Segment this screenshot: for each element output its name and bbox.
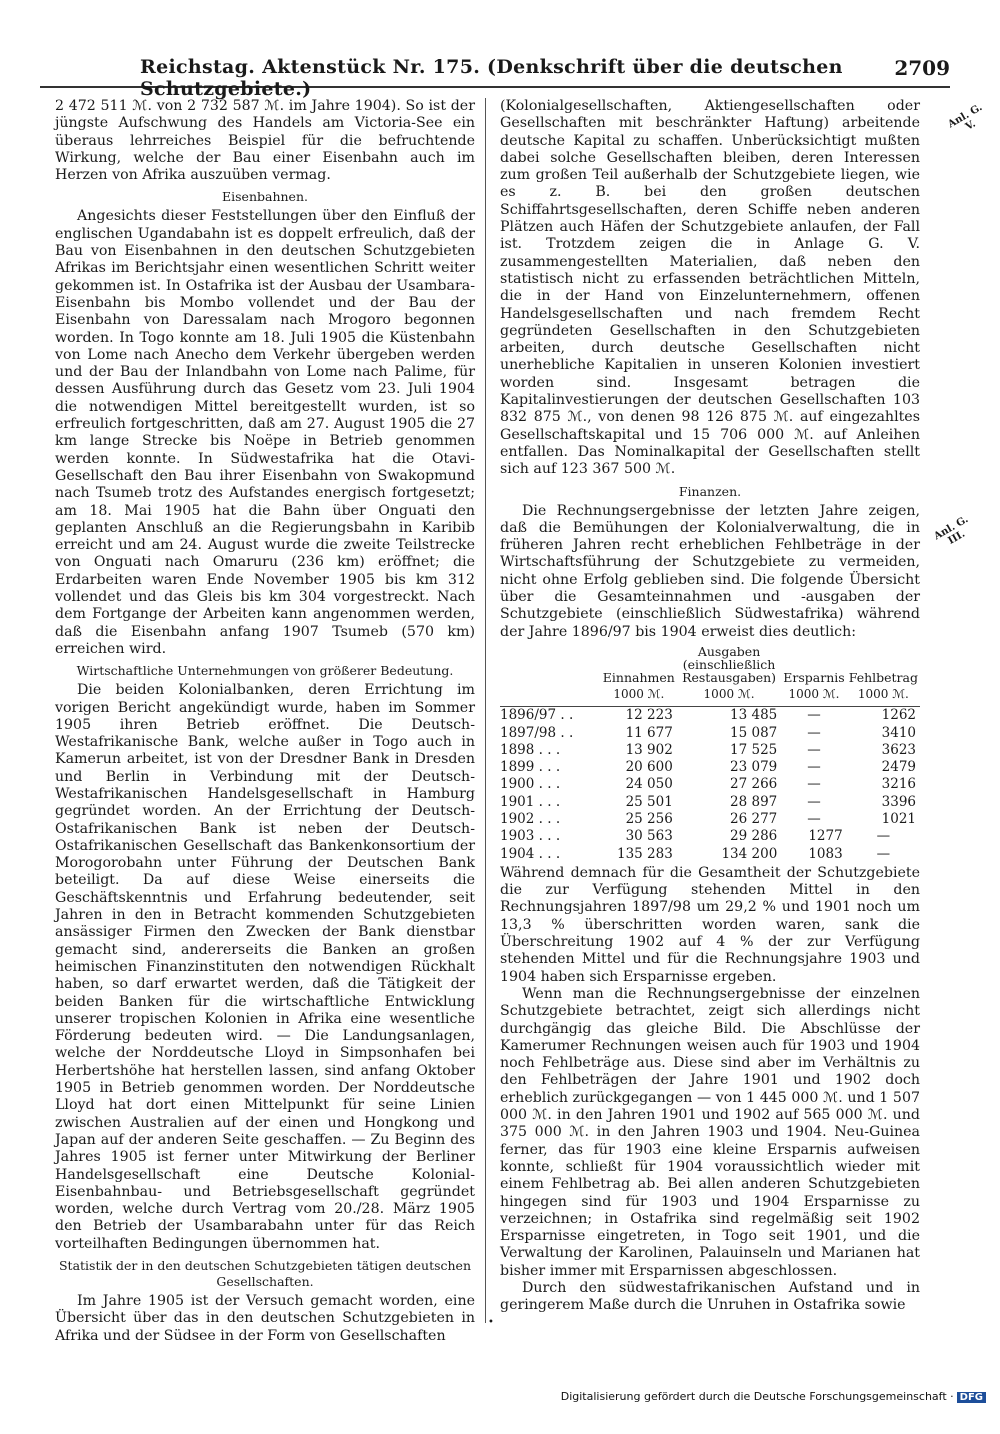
- table-header-year: [500, 645, 601, 686]
- table-row: [500, 776, 920, 793]
- table-cell: 13 485: [677, 707, 781, 725]
- table-row: [500, 742, 920, 759]
- left-paragraph-1: 2 472 511 ℳ. von 2 732 587 ℳ. im Jahre 1904). So ist der jüngste Aufschwung des Handels am Victoria-See ein überaus lehrreiches Beispiel für die befruchtende Wirkung, welche der Bau einer Eisenbahn auch im Herzen von Afrika auszuüben vermag.: [55, 98, 475, 184]
- section-heading-unternehmungen: Wirtschaftliche Unternehmungen von größerer Bedeutung.: [76, 663, 454, 679]
- right-paragraph-1: (Kolonialgesellschaften, Aktiengesellschaften oder Gesellschaften mit beschränkter Haftung) arbeitende deutsche Kapital zu schaffen. Unberücksichtigt mußten dabei solche Gesellschaften bleiben, deren Interessen zum großen Teil außerhalb der Schutzgebiete liegen, wie es z. B. bei den großen deutschen Schiffahrtsgesellschaften, deren Schiffe neben anderen Plätzen auch Häfen der Schutzgebiete anlaufen, der Fall ist. Trotzdem zeigen die in Anlage G. V. zusammengestellten Materialien, daß neben den statistisch nicht zu erfassenden beträchtlichen Mitteln, die in der Hand von Einzelunternehmern, offenen Handelsgesellschaften und nach fremdem Recht gegründeten Gesellschaften in den Schutzgebieten arbeiten, durch deutsche Gesellschaften nicht unerhebliche Kapitalien in unseren Kolonien investiert worden sind. Insgesamt betragen die Kapitalinvestierungen der deutschen Gesellschaften 103 832 875 ℳ., von denen 98 126 875 ℳ. auf eingezahltes Gesellschaftskapital und 15 706 000 ℳ. auf Anleihen entfallen. Das Nominalkapital der Gesellschaften stellt sich auf 123 367 500 ℳ.: [500, 98, 920, 478]
- table-cell: —: [807, 793, 821, 810]
- table-cell: —: [807, 741, 821, 758]
- table-header-einnahmen: Einnahmen: [602, 669, 675, 685]
- table-cell-year: 1902 . . .: [500, 810, 561, 827]
- table-cell-year: 1900 . . .: [500, 776, 561, 793]
- table-cell: 13 902: [625, 741, 673, 758]
- table-cell: 27 266: [730, 776, 778, 793]
- table-cell: —: [876, 845, 891, 862]
- table-row: [500, 725, 920, 742]
- margin-note-gv: Anl. G. V.: [946, 102, 985, 133]
- table-cell-year: 1897/98 . .: [500, 724, 574, 741]
- page-number: 2709: [894, 56, 950, 80]
- table-cell: 26 277: [730, 810, 778, 827]
- right-paragraph-4: Wenn man die Rechnungsergebnisse der einzelnen Schutzgebiete betrachtet, zeigt sich allerdings nicht durchgängig das gleiche Bild. Die Abschlüsse der Kamerumer Rechnungen weisen auch für 1903 und 1904 noch Fehlbeträge aus. Diese sind aber im Verhältnis zu den Fehlbeträgen der Jahre 1901 und 1902 doch erheblich zurückgegangen — von 1 445 000 ℳ. und 1 507 000 ℳ. in den Jahren 1901 und 1902 auf 565 000 ℳ. und 375 000 ℳ. in den Jahren 1903 und 1904. Neu-Guinea ferner, das für 1903 eine kleine Ersparnis aufweisen konnte, schließt für 1904 voraussichtlich wieder mit einem Fehlbetrag ab. Bei allen anderen Schutzgebieten hingegen sind für 1903 und 1904 Ersparnisse zu verzeichnen; in Ostafrika sind regelmäßig seit 1902 Ersparnisse eingetreten, in Togo seit 1901, und die Verwaltung der Karolinen, Palauinseln und Marianen hat bisher immer mit Ersparnissen abgeschlossen.: [500, 985, 920, 1279]
- table-row: [500, 811, 920, 828]
- table-cell: 30 563: [625, 828, 673, 845]
- table-cell: 12 223: [601, 707, 677, 725]
- section-heading-statistik: Statistik der in den deutschen Schutzgebieten tätigen deutschen Gesellschaften.: [58, 1258, 472, 1289]
- table-cell: —: [781, 707, 846, 725]
- table-cell: 28 897: [730, 793, 778, 810]
- table-cell-year: 1896/97 . .: [500, 707, 601, 725]
- table-header-fehlbetrag: Fehlbetrag: [848, 669, 918, 685]
- table-cell: —: [876, 828, 891, 845]
- table-cell: —: [807, 724, 821, 741]
- right-paragraph-5: Durch den südwestafrikanischen Aufstand und in geringerem Maße durch die Unruhen in Ostafrika sowie: [500, 1280, 920, 1314]
- margin-note-giii: Anl. G. III.: [932, 514, 971, 547]
- table-row: [500, 794, 920, 811]
- table-unit: 1000 ℳ.: [703, 686, 755, 701]
- table-cell-year: 1904 . . .: [500, 845, 561, 862]
- table-cell: 1262: [847, 707, 920, 725]
- table-row: [500, 759, 920, 776]
- table-cell: 11 677: [625, 724, 673, 741]
- table-cell: 135 283: [617, 845, 673, 862]
- table-cell: 24 050: [625, 776, 673, 793]
- table-unit: 1000 ℳ.: [613, 686, 665, 701]
- right-column: [500, 98, 920, 1315]
- left-paragraph-3: Die beiden Kolonialbanken, deren Errichtung im vorigen Bericht angekündigt wurde, haben im Sommer 1905 ihren Betrieb eröffnet. Die Deutsch-Westafrikanische Bank, welche außer in Togo auch in Kamerun arbeitet, ist von der Dresdner Bank in Dresden und Berlin in Verbindung mit der Deutsch-Westafrikanischen Handelsgesellschaft in Hamburg gegründet worden. An der Errichtung der Deutsch-Ostafrikanischen Bank ist neben der Deutsch-Ostafrikanischen Gesellschaft das Bankenkonsortium der Morogorobahn unter Führung der Deutschen Bank beteiligt. Da auf diese Weise einerseits die Geschäftskenntnis und Erfahrung bedeutender, seit Jahren in den in Betracht kommenden Schutzgebieten ansässiger Firmen den Zwecken der Bank dienstbar gemacht sind, andererseits die Banken an großen heimischen Finanzinstituten den notwendigen Rückhalt haben, so darf erwartet werden, daß die Tätigkeit der beiden Banken für die wirtschaftliche Entwicklung unserer tropischen Kolonien in Afrika eine wesentliche Förderung bedeuten wird. — Die Landungsanlagen, welche der Norddeutsche Lloyd in Simpsonhafen bei Herbertshöhe hat herstellen lassen, sind anfang Oktober 1905 in Betrieb genommen worden. Der Norddeutsche Lloyd hat dort einen Mittelpunkt für seine Linien zwischen Australien auf der einen und Hongkong und Japan auf der anderen Seite geschaffen. — Zu Beginn des Jahres 1905 ist ferner unter Mitwirkung der Berliner Handelsgesellschaft eine Deutsche Kolonial-Eisenbahnbau- und Betriebsgesellschaft gegründet worden, welche durch Vertrag vom 20./28. März 1905 den Betrieb der Usambarabahn unter für das Reich vorteilhaften Bedingungen übernommen hat.: [55, 682, 475, 1252]
- table-cell: 20 600: [625, 759, 673, 776]
- left-paragraph-4: Im Jahre 1905 ist der Versuch gemacht worden, eine Übersicht über das in den deutschen Schutzgebieten in Afrika und der Südsee in der Form von Gesellschaften: [55, 1293, 475, 1344]
- table-header-ausgaben: Ausgaben (einschließlich Restausgaben): [682, 643, 777, 685]
- header-title: Reichstag. Aktenstück Nr. 175. (Denkschrift über die deutschen Schutzgebiete.): [140, 56, 843, 100]
- footer-credit: [561, 1390, 986, 1403]
- table-cell: —: [807, 759, 821, 776]
- table-row: [500, 707, 920, 725]
- table-cell: 1277: [808, 828, 843, 845]
- table-cell: —: [807, 776, 821, 793]
- right-paragraph-3: Während demnach für die Gesamtheit der Schutzgebiete die zur Verfügung stehenden Mittel in den Rechnungsjahren 1897/98 um 29,2 % und 1901 noch um 13,3 % überschritten worden waren, sank die Überschreitung 1902 auf 4 % der zur Verfügung stehenden Mittel und für die Rechnungsjahre 1903 und 1904 haben sich Ersparnisse ergeben.: [500, 864, 920, 985]
- table-unit-blank: [500, 686, 601, 707]
- column-divider: [485, 98, 486, 1323]
- footer-text: Digitalisierung gefördert durch die Deutsche Forschungsgemeinschaft ·: [560, 1390, 954, 1403]
- table-cell: —: [807, 810, 821, 827]
- table-cell: 2479: [881, 759, 916, 776]
- left-column: [55, 98, 475, 1345]
- table-cell-year: 1898 . . .: [500, 741, 561, 758]
- table-cell: 3216: [881, 776, 916, 793]
- table-cell: 1083: [808, 845, 843, 862]
- table-unit: 1000 ℳ.: [788, 686, 840, 701]
- section-heading-eisenbahnen: Eisenbahnen.: [222, 189, 308, 205]
- table-cell: 3396: [881, 793, 916, 810]
- table-cell-year: 1903 . . .: [500, 828, 561, 845]
- table-cell: 1021: [881, 810, 916, 827]
- table-cell: 25 256: [625, 810, 673, 827]
- bullet-mark: •: [488, 1317, 494, 1328]
- page-header: [40, 56, 950, 100]
- table-cell: 134 200: [721, 845, 778, 862]
- table-cell-year: 1901 . . .: [500, 793, 561, 810]
- table-cell: 23 079: [730, 759, 778, 776]
- table-cell: 3410: [881, 724, 916, 741]
- table-row: [500, 846, 920, 863]
- table-cell: 25 501: [625, 793, 673, 810]
- table-cell: 3623: [881, 741, 916, 758]
- table-cell-year: 1899 . . .: [500, 759, 561, 776]
- table-unit: 1000 ℳ.: [857, 686, 909, 701]
- table-row: [500, 828, 920, 845]
- table-cell: 15 087: [730, 724, 778, 741]
- dfg-logo: DFG: [957, 1392, 986, 1403]
- table-cell: 29 286: [730, 828, 778, 845]
- finance-table-body: [500, 707, 920, 863]
- right-paragraph-2: Die Rechnungsergebnisse der letzten Jahre zeigen, daß die Bemühungen der Kolonialverwaltung, die in früheren Jahren recht erheblichen Fehlbeträge in der Wirtschaftsführung der Schutzgebiete zu vermeiden, nicht ohne Erfolg geblieben sind. Die folgende Übersicht über die Gesamteinnahmen und -ausgaben der Schutzgebiete (einschließlich Südwestafrika) während der Jahre 1896/97 bis 1904 erweist dies deutlich:: [500, 502, 920, 640]
- table-cell: 17 525: [730, 741, 778, 758]
- section-heading-finanzen: Finanzen.: [678, 483, 742, 499]
- table-header-ersparnis: Ersparnis: [783, 669, 845, 685]
- finance-table: [500, 645, 920, 863]
- left-paragraph-2: Angesichts dieser Feststellungen über den Einfluß der englischen Ugandabahn ist es doppelt erfreulich, daß der Bau von Eisenbahnen in den deutschen Schutzgebieten Afrikas im Berichtsjahr einen wesentlichen Schritt weiter gekommen ist. In Ostafrika ist der Ausbau der Usambara-Eisenbahn bis Mombo vollendet und der Bau der Eisenbahn von Daressalam nach Mrogoro begonnen worden. In Togo konnte am 18. Juli 1905 die Küstenbahn von Lome nach Anecho dem Verkehr übergeben werden und der Bau der Inlandbahn von Lome nach Palime, für dessen Ausführung durch das Gesetz vom 23. Juli 1904 die notwendigen Mittel bereitgestellt wurden, ist so erfreulich fortgeschritten, daß am 27. August 1905 die 27 km lange Strecke bis Noëpe in Betrieb genommen werden konnte. In Südwestafrika hat die Otavi-Gesellschaft den Bau ihrer Eisenbahn von Swakopmund nach Tsumeb trotz des Aufstandes energisch fortgesetzt; am 18. Mai 1905 hat die Bahn über Onguati den geplanten Anschluß an die Regierungsbahn in Karibib erreicht und am 24. August wurde die zweite Teilstrecke von Onguati nach Omaruru (236 km) eröffnet; die Erdarbeiten waren Ende November 1905 bis km 312 vollendet und das Gleis bis km 304 vorgestreckt. Nach dem Fortgange der Arbeiten kann angenommen werden, daß die Eisenbahn anfang 1907 Tsumeb (570 km) erreichen wird.: [55, 208, 475, 657]
